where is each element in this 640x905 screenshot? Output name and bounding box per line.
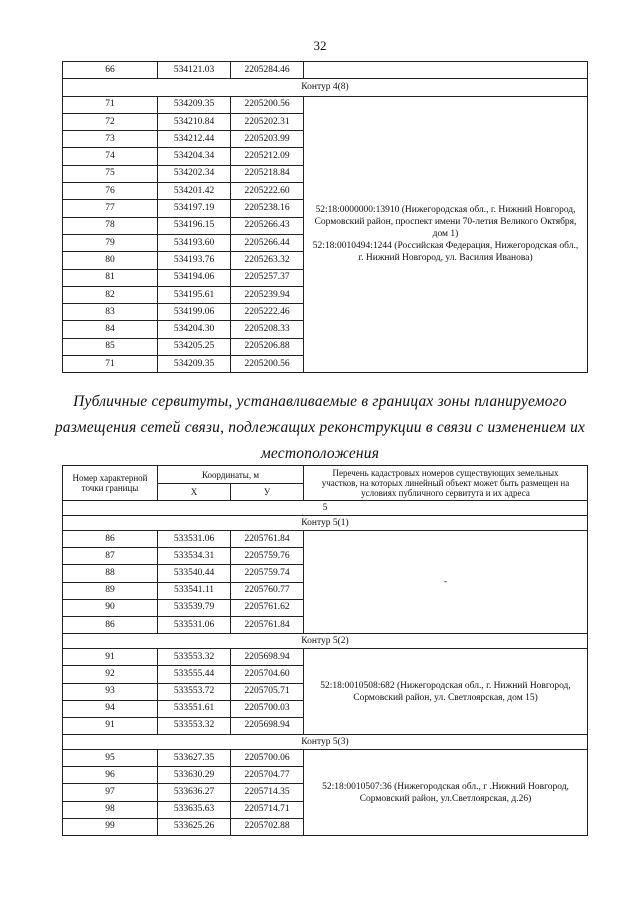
coord-x: 533539.79 <box>158 599 231 616</box>
coord-x: 533531.06 <box>158 616 231 633</box>
coord-y: 2205206.88 <box>231 338 304 355</box>
coord-x: 534212.44 <box>158 131 231 148</box>
coord-y: 2205202.31 <box>231 113 304 130</box>
point-number: 76 <box>63 183 158 200</box>
coord-x: 533553.32 <box>158 649 231 666</box>
point-number: 95 <box>63 750 158 767</box>
coord-y: 2205263.32 <box>231 252 304 269</box>
contour-title-row <box>63 634 588 649</box>
cadastral-description: - <box>304 531 588 634</box>
table-row <box>63 649 588 666</box>
point-number: 72 <box>63 113 158 130</box>
coord-x: 534209.35 <box>158 96 231 113</box>
coord-y: 2205760.77 <box>231 582 304 599</box>
coord-x: 534197.19 <box>158 200 231 217</box>
coord-y: 2205239.94 <box>231 286 304 303</box>
point-number: 77 <box>63 200 158 217</box>
coord-x: 533635.63 <box>158 801 231 818</box>
coord-y: 2205203.99 <box>231 131 304 148</box>
coord-y: 2205266.43 <box>231 217 304 234</box>
point-number: 84 <box>63 321 158 338</box>
coord-x: 534204.34 <box>158 148 231 165</box>
point-number: 79 <box>63 234 158 251</box>
coord-y: 2205266.44 <box>231 234 304 251</box>
table-row <box>63 531 588 548</box>
coord-y: 2205714.35 <box>231 784 304 801</box>
contour-title: Контур 5(3) <box>63 735 588 750</box>
coord-y: 2205700.03 <box>231 700 304 717</box>
coord-x: 534121.03 <box>158 62 231 79</box>
coord-x: 533541.11 <box>158 582 231 599</box>
contour-title: Контур 5(1) <box>63 516 588 531</box>
coord-y: 2205200.56 <box>231 356 304 373</box>
coord-y: 2205761.62 <box>231 599 304 616</box>
cadastral-description: 52:18:0010508:682 (Нижегородская обл., г. Нижний Новгород, Сормовский район, ул. Светлоярская, дом 15) <box>304 649 588 735</box>
coord-y: 2205702.88 <box>231 818 304 835</box>
coord-x: 534196.15 <box>158 217 231 234</box>
section-heading: Публичные сервитуты, устанавливаемые в границах зоны планируемого размещения сетей связи, подлежащих реконструкции в связи с изменением их местоположения <box>54 393 586 462</box>
coord-x: 533553.72 <box>158 683 231 700</box>
coord-y: 2205212.09 <box>231 148 304 165</box>
coord-x: 534194.06 <box>158 269 231 286</box>
point-number: 98 <box>63 801 158 818</box>
description-cell <box>304 62 588 79</box>
coord-x: 533534.31 <box>158 548 231 565</box>
contour-title: Контур 5(2) <box>63 634 588 649</box>
point-number: 71 <box>63 356 158 373</box>
point-number: 73 <box>63 131 158 148</box>
contour-title-row <box>63 735 588 750</box>
coord-x: 533551.61 <box>158 700 231 717</box>
header-row <box>63 466 588 484</box>
coord-x: 534210.84 <box>158 113 231 130</box>
coord-x: 534193.76 <box>158 252 231 269</box>
coord-x: 534204.30 <box>158 321 231 338</box>
coord-y: 2205200.56 <box>231 96 304 113</box>
coord-y: 2205705.71 <box>231 683 304 700</box>
section-row <box>63 501 588 516</box>
point-number: 83 <box>63 304 158 321</box>
coord-y: 2205759.76 <box>231 548 304 565</box>
coord-x: 534201.42 <box>158 183 231 200</box>
point-number: 66 <box>63 62 158 79</box>
point-number: 88 <box>63 565 158 582</box>
point-number: 74 <box>63 148 158 165</box>
coord-y: 2205761.84 <box>231 531 304 548</box>
header-point-number: Номер характерной точки границы <box>63 466 158 501</box>
point-number: 90 <box>63 599 158 616</box>
point-number: 78 <box>63 217 158 234</box>
section-number: 5 <box>63 501 588 516</box>
coord-x: 534199.06 <box>158 304 231 321</box>
point-number: 75 <box>63 165 158 182</box>
point-number: 93 <box>63 683 158 700</box>
coord-x: 534209.35 <box>158 356 231 373</box>
point-number: 97 <box>63 784 158 801</box>
contour-title: Контур 4(8) <box>63 79 588 96</box>
coordinates-table-contour-5 <box>62 465 588 836</box>
coord-x: 533553.32 <box>158 717 231 734</box>
coord-x: 533531.06 <box>158 531 231 548</box>
coord-x: 533540.44 <box>158 565 231 582</box>
coord-y: 2205759.74 <box>231 565 304 582</box>
coord-x: 533636.27 <box>158 784 231 801</box>
point-number: 85 <box>63 338 158 355</box>
coord-y: 2205704.77 <box>231 767 304 784</box>
header-y: У <box>231 484 304 501</box>
header-x: X <box>158 484 231 501</box>
coord-y: 2205698.94 <box>231 717 304 734</box>
point-number: 91 <box>63 649 158 666</box>
point-number: 71 <box>63 96 158 113</box>
coord-y: 2205698.94 <box>231 649 304 666</box>
coord-y: 2205222.46 <box>231 304 304 321</box>
coord-x: 533625.26 <box>158 818 231 835</box>
coord-x: 533627.35 <box>158 750 231 767</box>
table-row <box>63 750 588 767</box>
coord-y: 2205218.84 <box>231 165 304 182</box>
cadastral-description: 52:18:0000000:13910 (Нижегородская обл., г. Нижний Новгород, Сормовский район, проспект имени 70-летия Великого Октября, дом 1) 52:18:0010494:1244 (Российская Федерация, Нижегородская обл., г. Нижний Новгород, ул. Василия Иванова) <box>304 96 588 373</box>
coord-y: 2205257.37 <box>231 269 304 286</box>
point-number: 94 <box>63 700 158 717</box>
point-number: 96 <box>63 767 158 784</box>
point-number: 81 <box>63 269 158 286</box>
table-row <box>63 62 588 79</box>
coord-x: 534202.34 <box>158 165 231 182</box>
point-number: 89 <box>63 582 158 599</box>
point-number: 86 <box>63 616 158 633</box>
coord-y: 2205761.84 <box>231 616 304 633</box>
coord-y: 2205700.06 <box>231 750 304 767</box>
coord-x: 534193.60 <box>158 234 231 251</box>
coord-x: 534195.61 <box>158 286 231 303</box>
header-cadastral-list: Перечень кадастровых номеров существующих земельных участков, на которых линейный объект может быть размещен на условиях публичного сервитута и их адреса <box>304 466 588 501</box>
coord-y: 2205238.16 <box>231 200 304 217</box>
point-number: 92 <box>63 666 158 683</box>
coord-x: 534205.25 <box>158 338 231 355</box>
coord-y: 2205222.60 <box>231 183 304 200</box>
coord-y: 2205714.71 <box>231 801 304 818</box>
coord-y: 2205284.46 <box>231 62 304 79</box>
point-number: 99 <box>63 818 158 835</box>
point-number: 91 <box>63 717 158 734</box>
coord-y: 2205704.60 <box>231 666 304 683</box>
coordinates-table-contour-4-8 <box>62 61 588 373</box>
point-number: 82 <box>63 286 158 303</box>
contour-title-row <box>63 79 588 96</box>
cadastral-description: 52:18:0010507:36 (Нижегородская обл., г .Нижний Новгород, Сормовский район, ул.Светлоярская, д.26) <box>304 750 588 836</box>
page-number: 32 <box>313 38 327 53</box>
header-coordinates: Координаты, м <box>158 466 304 484</box>
coord-x: 533630.29 <box>158 767 231 784</box>
point-number: 80 <box>63 252 158 269</box>
point-number: 86 <box>63 531 158 548</box>
coord-y: 2205208.33 <box>231 321 304 338</box>
table-row <box>63 96 588 113</box>
coord-x: 533555.44 <box>158 666 231 683</box>
contour-title-row <box>63 516 588 531</box>
point-number: 87 <box>63 548 158 565</box>
